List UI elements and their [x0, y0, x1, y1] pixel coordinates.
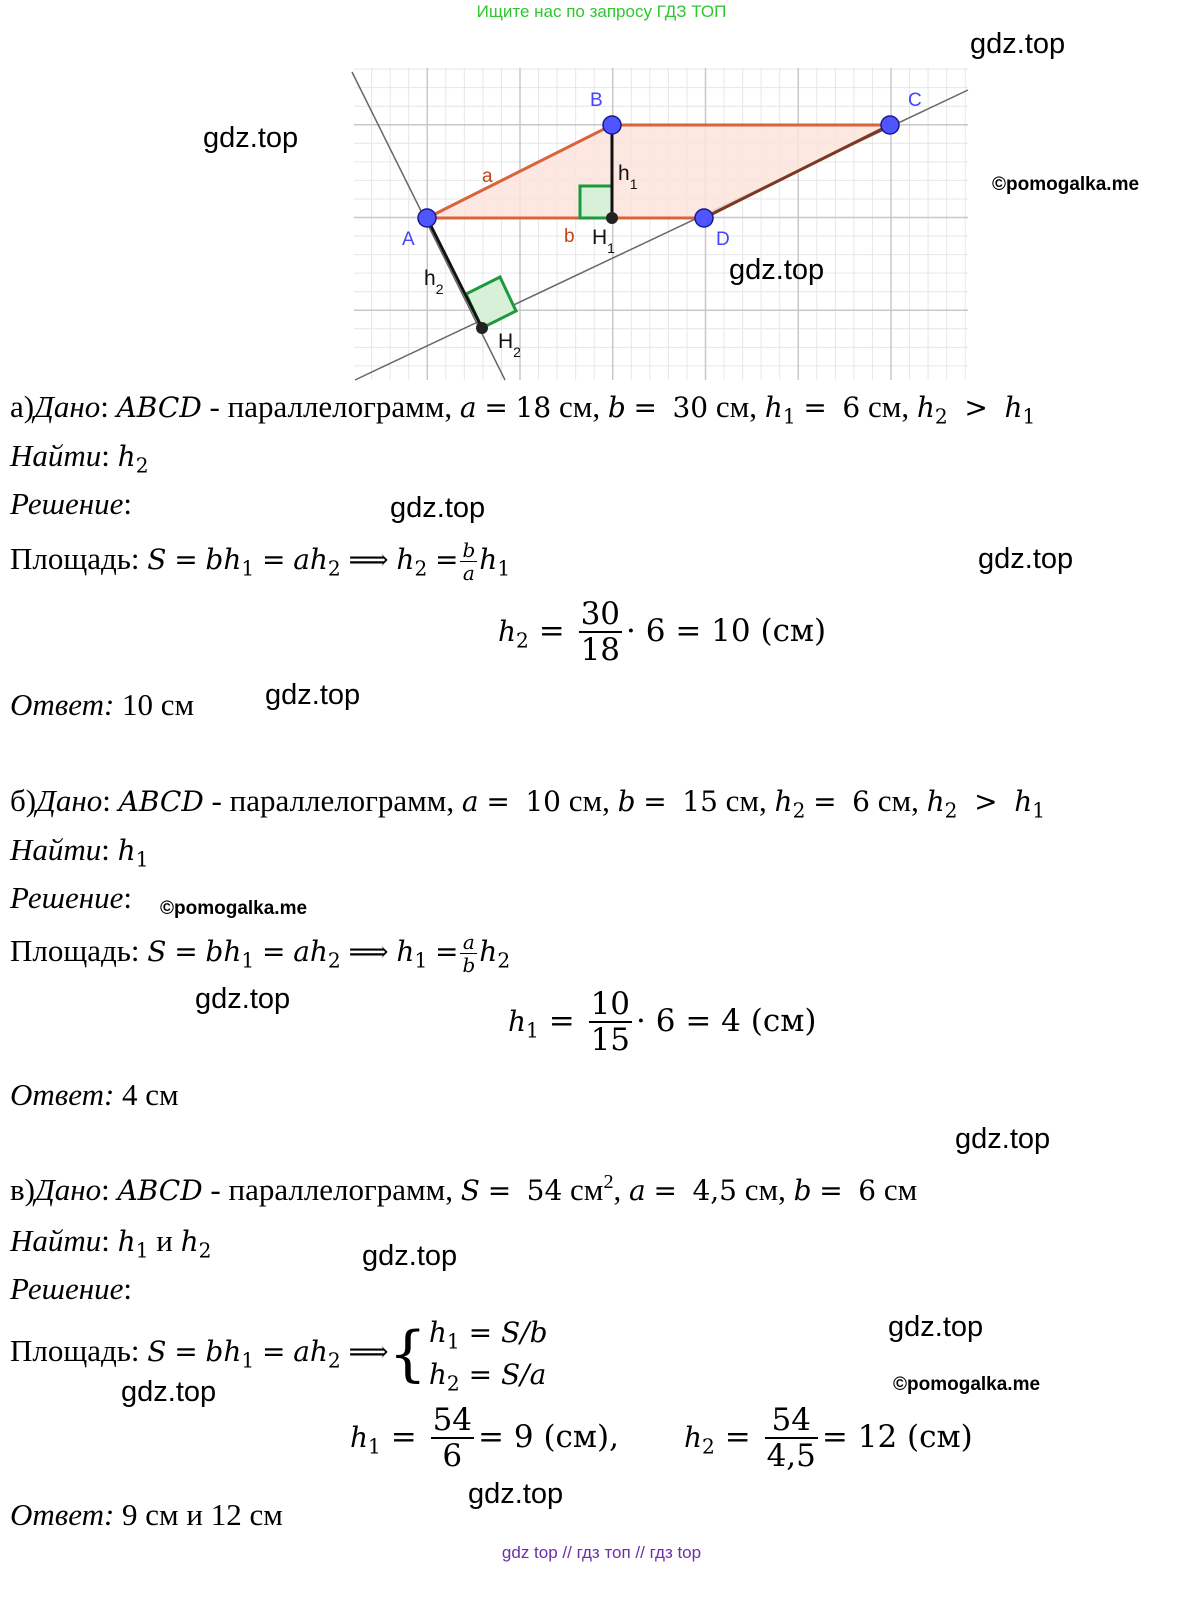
watermark: gdz.top [888, 1311, 984, 1343]
watermark: gdz.top [468, 1478, 564, 1510]
part-b-find: Найти: $h_1$ [10, 832, 149, 872]
part-c-calculation-h2: $h_2$ = $\frac{54}{4,5}$ = 12 (см) [684, 1402, 973, 1474]
label-d: D [716, 229, 730, 250]
parallelogram-figure [340, 60, 980, 385]
point-h1 [606, 212, 618, 224]
watermark: gdz.top [729, 254, 825, 286]
part-a-find: Найти: $h_2$ [10, 438, 149, 478]
point-c [881, 116, 899, 134]
point-b [603, 116, 621, 134]
watermark: gdz.top [121, 1376, 217, 1408]
label-c: C [908, 90, 922, 111]
point-a [418, 209, 436, 227]
watermark: gdz.top [195, 983, 291, 1015]
label-h2-foot: $H_2$ [498, 330, 521, 360]
part-c-answer: Ответ: 9 см и 12 см [10, 1497, 283, 1532]
part-a-calculation: $h_2$ = $\frac{30}{18}$ · 6 = 10 (см) [498, 596, 827, 668]
part-b-given: б)Дано: ABCD - параллелограмм, a = 10 см, b = 15 см, $h_2 = 6$ см, $h_2 > h_1$ [10, 783, 1046, 823]
copyright-mark: ©pomogalka.me [160, 898, 308, 919]
part-c-solution-label: Решение: [10, 1271, 132, 1306]
part-c-area-formula: Площадь: $S = bh_1 = ah_2$ ⟹{ $h_1 = S/b$ $h_2 = S/a$ [10, 1316, 548, 1396]
point-h2 [476, 322, 488, 334]
part-c-given: в)Дано: ABCD - параллелограмм, S = 54 $см^2$, a = 4,5 см, b = 6 см [10, 1170, 918, 1207]
copyright-mark: ©pomogalka.me [893, 1374, 1041, 1395]
label-a: A [402, 229, 415, 250]
watermark: gdz.top [970, 28, 1066, 60]
watermark: gdz.top [978, 543, 1074, 575]
part-c-find: Найти: $h_1$ и $h_2$ [10, 1223, 212, 1263]
label-side-a: a [482, 166, 493, 187]
label-h1-foot: $H_1$ [592, 226, 615, 256]
label-b: B [590, 90, 603, 111]
copyright-mark: ©pomogalka.me [992, 174, 1140, 195]
watermark: gdz.top [203, 122, 299, 154]
watermark: gdz.top [362, 1240, 458, 1272]
label-h2: $h_2$ [424, 267, 444, 297]
grid [340, 60, 980, 385]
point-d [695, 209, 713, 227]
part-b-answer: Ответ: 4 см [10, 1077, 179, 1112]
watermark: gdz.top [390, 492, 486, 524]
part-a-given: а)Дано: ABCD - параллелограмм, a = 18 см, b = 30 см, $h_1 = 6$ см, $h_2 > h_1$ [10, 389, 1036, 429]
part-b-solution-label: Решение: [10, 880, 132, 915]
part-a-answer: Ответ: 10 см [10, 687, 195, 722]
part-c-calculation-h1: $h_1$ = $\frac{54}{6}$ = 9 (см), [350, 1402, 619, 1474]
label-h1: $h_1$ [618, 162, 638, 192]
watermark: gdz.top [955, 1123, 1051, 1155]
part-a-solution-label: Решение: [10, 486, 132, 521]
right-angle-h1 [580, 186, 612, 218]
watermark: gdz.top [265, 679, 361, 711]
part-a-area-formula: Площадь: $S = bh_1 = ah_2$ ⟹ $h_2$ = $\frac{b}{a}$ $h_1$ [10, 538, 511, 585]
top-banner: Ищите нас по запросу ГДЗ ТОП [476, 2, 727, 21]
footer-links[interactable]: gdz top // гдз топ // гдз top [501, 1543, 702, 1562]
part-b-area-formula: Площадь: $S = bh_1 = ah_2$ ⟹ $h_1$ = $\frac{a}{b}$ $h_2$ [10, 930, 511, 977]
label-side-b: b [564, 226, 575, 247]
part-b-calculation: $h_1$ = $\frac{10}{15}$ · 6 = 4 (см) [508, 986, 817, 1058]
